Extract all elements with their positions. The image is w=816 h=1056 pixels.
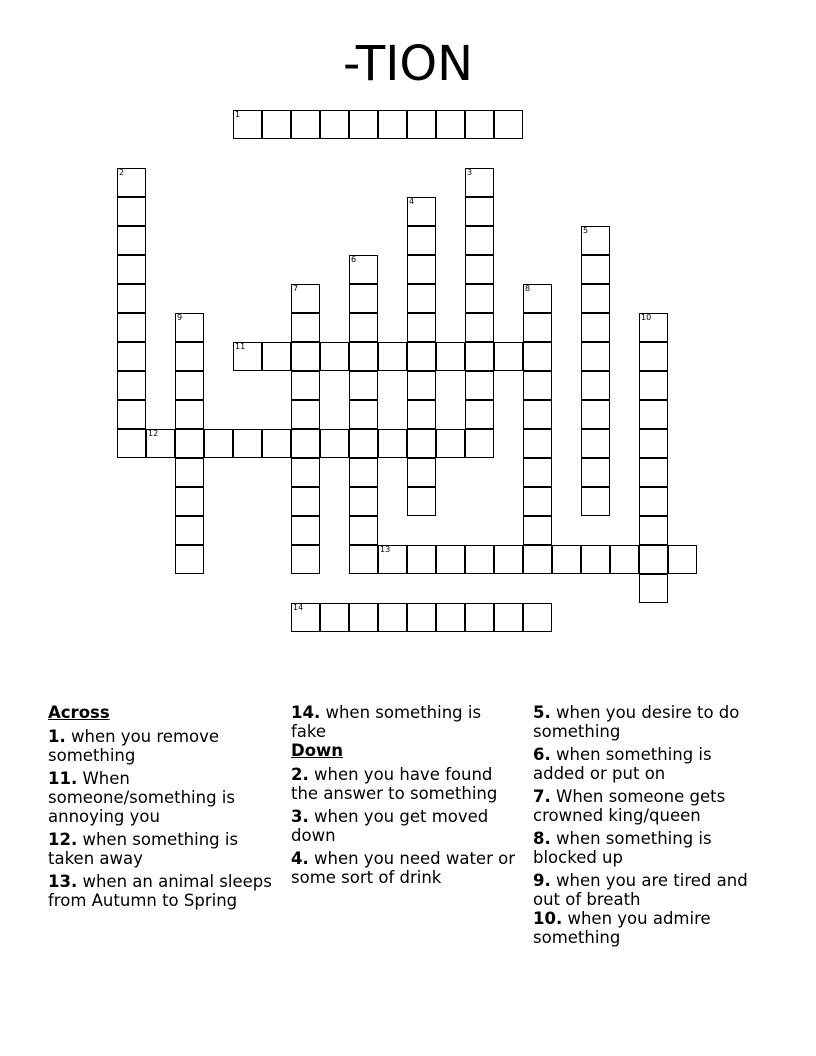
grid-cell[interactable] bbox=[175, 342, 204, 371]
grid-cell[interactable] bbox=[407, 255, 436, 284]
grid-cell[interactable] bbox=[349, 516, 378, 545]
grid-cell[interactable] bbox=[581, 255, 610, 284]
clue-text: when you get moved down bbox=[291, 807, 489, 845]
grid-cell[interactable] bbox=[291, 458, 320, 487]
cell-number: 12 bbox=[148, 429, 159, 438]
grid-cell[interactable] bbox=[581, 545, 610, 574]
grid-cell[interactable] bbox=[117, 226, 146, 255]
grid-cell[interactable] bbox=[639, 516, 668, 545]
cell-number: 5 bbox=[583, 226, 589, 235]
grid-cell[interactable] bbox=[581, 284, 610, 313]
clue-text: when something is taken away bbox=[48, 830, 239, 868]
clue-number: 4. bbox=[291, 849, 309, 868]
grid-cell[interactable] bbox=[523, 545, 552, 574]
grid-cell[interactable] bbox=[610, 545, 639, 574]
clue-across-12 bbox=[48, 830, 273, 868]
across-heading: Across bbox=[48, 703, 110, 722]
cell-number: 6 bbox=[351, 255, 357, 264]
clue-down-5 bbox=[533, 703, 758, 741]
grid-cell[interactable] bbox=[233, 429, 262, 458]
grid-cell[interactable] bbox=[175, 458, 204, 487]
grid-cell[interactable] bbox=[320, 429, 349, 458]
grid-cell[interactable] bbox=[175, 371, 204, 400]
clue-number: 3. bbox=[291, 807, 309, 826]
grid-cell[interactable] bbox=[349, 255, 378, 284]
clue-across-1 bbox=[48, 727, 273, 765]
cell-number: 13 bbox=[380, 545, 391, 554]
clue-down-8 bbox=[533, 829, 758, 867]
grid-cell[interactable] bbox=[523, 603, 552, 632]
grid-cell[interactable] bbox=[349, 110, 378, 139]
clue-text: when an animal sleeps from Autumn to Spring bbox=[48, 872, 272, 910]
grid-cell[interactable] bbox=[407, 487, 436, 516]
grid-cell[interactable] bbox=[349, 371, 378, 400]
cell-number: 9 bbox=[177, 313, 183, 322]
grid-cell[interactable] bbox=[639, 574, 668, 603]
grid-cell[interactable] bbox=[465, 284, 494, 313]
grid-cell[interactable] bbox=[523, 400, 552, 429]
clue-number: 8. bbox=[533, 829, 551, 848]
grid-cell[interactable] bbox=[117, 371, 146, 400]
grid-cell[interactable] bbox=[378, 545, 407, 574]
grid-cell[interactable] bbox=[175, 400, 204, 429]
grid-cell[interactable] bbox=[349, 545, 378, 574]
clue-text: When someone/something is annoying you bbox=[48, 769, 235, 826]
clue-text: when you desire to do something bbox=[533, 703, 740, 741]
grid-cell[interactable] bbox=[378, 603, 407, 632]
clue-down-9 bbox=[533, 871, 758, 909]
grid-cell[interactable] bbox=[407, 400, 436, 429]
grid-cell[interactable] bbox=[117, 313, 146, 342]
clue-number: 14. bbox=[291, 703, 321, 722]
grid-cell[interactable] bbox=[291, 545, 320, 574]
grid-cell[interactable] bbox=[291, 313, 320, 342]
grid-cell[interactable] bbox=[523, 371, 552, 400]
clue-down-3 bbox=[291, 807, 516, 845]
grid-cell[interactable] bbox=[436, 603, 465, 632]
grid-cell[interactable] bbox=[349, 458, 378, 487]
grid-cell[interactable] bbox=[117, 168, 146, 197]
grid-cell[interactable] bbox=[436, 429, 465, 458]
grid-cell[interactable] bbox=[465, 168, 494, 197]
grid-cell[interactable] bbox=[639, 487, 668, 516]
grid-cell[interactable] bbox=[291, 110, 320, 139]
grid-cell[interactable] bbox=[465, 197, 494, 226]
clue-column-2 bbox=[291, 703, 516, 891]
grid-cell[interactable] bbox=[523, 516, 552, 545]
grid-cell[interactable] bbox=[175, 516, 204, 545]
clue-number: 2. bbox=[291, 765, 309, 784]
clue-number: 10. bbox=[533, 909, 563, 928]
grid-cell[interactable] bbox=[639, 545, 668, 574]
clue-down-7 bbox=[533, 787, 758, 825]
grid-cell[interactable] bbox=[349, 342, 378, 371]
grid-cell[interactable] bbox=[465, 226, 494, 255]
grid-cell[interactable] bbox=[465, 313, 494, 342]
cell-number: 7 bbox=[293, 284, 299, 293]
grid-cell[interactable] bbox=[581, 371, 610, 400]
grid-cell[interactable] bbox=[407, 458, 436, 487]
clue-number: 1. bbox=[48, 727, 66, 746]
grid-cell[interactable] bbox=[494, 603, 523, 632]
grid-cell[interactable] bbox=[204, 429, 233, 458]
grid-cell[interactable] bbox=[581, 429, 610, 458]
grid-cell[interactable] bbox=[465, 603, 494, 632]
grid-cell[interactable] bbox=[494, 545, 523, 574]
grid-cell[interactable] bbox=[291, 400, 320, 429]
clue-down-4 bbox=[291, 849, 516, 887]
grid-cell[interactable] bbox=[407, 342, 436, 371]
clue-down-2 bbox=[291, 765, 516, 803]
grid-cell[interactable] bbox=[291, 342, 320, 371]
clue-number: 12. bbox=[48, 830, 78, 849]
grid-cell[interactable] bbox=[233, 110, 262, 139]
grid-cell[interactable] bbox=[523, 458, 552, 487]
cell-number: 14 bbox=[293, 603, 304, 612]
clue-text: when you are tired and out of breath bbox=[533, 871, 748, 909]
grid-cell[interactable] bbox=[407, 371, 436, 400]
grid-cell[interactable] bbox=[407, 429, 436, 458]
grid-cell[interactable] bbox=[465, 255, 494, 284]
grid-cell[interactable] bbox=[117, 429, 146, 458]
grid-cell[interactable] bbox=[494, 110, 523, 139]
grid-cell[interactable] bbox=[378, 110, 407, 139]
grid-cell[interactable] bbox=[407, 226, 436, 255]
grid-cell[interactable] bbox=[349, 400, 378, 429]
grid-cell[interactable] bbox=[262, 110, 291, 139]
grid-cell[interactable] bbox=[407, 603, 436, 632]
grid-cell[interactable] bbox=[436, 342, 465, 371]
grid-cell[interactable] bbox=[175, 487, 204, 516]
clue-across-14 bbox=[291, 703, 516, 741]
grid-cell[interactable] bbox=[378, 429, 407, 458]
grid-cell[interactable] bbox=[639, 313, 668, 342]
clue-text: when you have found the answer to something bbox=[291, 765, 498, 803]
grid-cell[interactable] bbox=[262, 342, 291, 371]
grid-cell[interactable] bbox=[291, 371, 320, 400]
grid-cell[interactable] bbox=[175, 429, 204, 458]
grid-cell[interactable] bbox=[639, 371, 668, 400]
grid-cell[interactable] bbox=[291, 516, 320, 545]
grid-cell[interactable] bbox=[117, 400, 146, 429]
grid-cell[interactable] bbox=[349, 284, 378, 313]
grid-cell[interactable] bbox=[117, 255, 146, 284]
grid-cell[interactable] bbox=[523, 487, 552, 516]
grid-cell[interactable] bbox=[465, 371, 494, 400]
clue-text: when something is fake bbox=[291, 703, 482, 741]
cell-number: 8 bbox=[525, 284, 531, 293]
clue-number: 6. bbox=[533, 745, 551, 764]
clue-number: 13. bbox=[48, 872, 78, 891]
grid-cell[interactable] bbox=[175, 313, 204, 342]
grid-cell[interactable] bbox=[233, 342, 262, 371]
grid-cell[interactable] bbox=[639, 429, 668, 458]
clue-across-11 bbox=[48, 769, 273, 826]
grid-cell[interactable] bbox=[581, 226, 610, 255]
grid-cell[interactable] bbox=[523, 342, 552, 371]
grid-cell[interactable] bbox=[523, 284, 552, 313]
grid-cell[interactable] bbox=[639, 458, 668, 487]
grid-cell[interactable] bbox=[378, 342, 407, 371]
grid-cell[interactable] bbox=[436, 545, 465, 574]
grid-cell[interactable] bbox=[291, 487, 320, 516]
grid-cell[interactable] bbox=[117, 284, 146, 313]
grid-cell[interactable] bbox=[523, 313, 552, 342]
grid-cell[interactable] bbox=[668, 545, 697, 574]
grid-cell[interactable] bbox=[407, 313, 436, 342]
cell-number: 1 bbox=[235, 110, 241, 119]
clue-text: when you remove something bbox=[48, 727, 220, 765]
grid-cell[interactable] bbox=[291, 603, 320, 632]
grid-cell[interactable] bbox=[581, 487, 610, 516]
grid-cell[interactable] bbox=[407, 284, 436, 313]
grid-cell[interactable] bbox=[465, 429, 494, 458]
grid-cell[interactable] bbox=[349, 429, 378, 458]
clue-text: when something is added or put on bbox=[533, 745, 712, 783]
clue-text: when you need water or some sort of drink bbox=[291, 849, 515, 887]
grid-cell[interactable] bbox=[639, 400, 668, 429]
grid-cell[interactable] bbox=[465, 110, 494, 139]
grid-cell[interactable] bbox=[639, 342, 668, 371]
grid-cell[interactable] bbox=[175, 545, 204, 574]
clue-number: 5. bbox=[533, 703, 551, 722]
clue-text: when something is blocked up bbox=[533, 829, 712, 867]
grid-cell[interactable] bbox=[117, 342, 146, 371]
grid-cell[interactable] bbox=[320, 603, 349, 632]
grid-cell[interactable] bbox=[320, 110, 349, 139]
grid-cell[interactable] bbox=[262, 429, 291, 458]
clue-text: when you admire something bbox=[533, 909, 711, 947]
grid-cell[interactable] bbox=[494, 342, 523, 371]
clue-column-1 bbox=[48, 703, 273, 914]
grid-cell[interactable] bbox=[146, 429, 175, 458]
grid-cell[interactable] bbox=[581, 313, 610, 342]
grid-cell[interactable] bbox=[523, 429, 552, 458]
grid-cell[interactable] bbox=[581, 342, 610, 371]
grid-cell[interactable] bbox=[349, 313, 378, 342]
clue-number: 11. bbox=[48, 769, 78, 788]
clue-across-13 bbox=[48, 872, 273, 910]
grid-cell[interactable] bbox=[552, 545, 581, 574]
grid-cell[interactable] bbox=[407, 197, 436, 226]
grid-cell[interactable] bbox=[465, 342, 494, 371]
grid-cell[interactable] bbox=[291, 284, 320, 313]
grid-cell[interactable] bbox=[465, 400, 494, 429]
grid-cell[interactable] bbox=[465, 545, 494, 574]
cell-number: 11 bbox=[235, 342, 246, 351]
clue-number: 7. bbox=[533, 787, 551, 806]
cell-number: 3 bbox=[467, 168, 473, 177]
clue-column-3 bbox=[533, 703, 758, 951]
grid-cell[interactable] bbox=[407, 545, 436, 574]
cell-number: 10 bbox=[641, 313, 652, 322]
grid-cell[interactable] bbox=[581, 458, 610, 487]
cell-number: 2 bbox=[119, 168, 125, 177]
grid-cell[interactable] bbox=[349, 603, 378, 632]
cell-number: 4 bbox=[409, 197, 415, 206]
puzzle-title: -TION bbox=[342, 36, 474, 92]
grid-cell[interactable] bbox=[291, 429, 320, 458]
grid-cell[interactable] bbox=[436, 110, 465, 139]
grid-cell[interactable] bbox=[349, 487, 378, 516]
clue-down-10 bbox=[533, 909, 758, 947]
grid-cell[interactable] bbox=[407, 110, 436, 139]
grid-cell[interactable] bbox=[581, 400, 610, 429]
down-heading: Down bbox=[291, 741, 344, 760]
clue-number: 9. bbox=[533, 871, 551, 890]
clue-text: When someone gets crowned king/queen bbox=[533, 787, 726, 825]
clue-down-6 bbox=[533, 745, 758, 783]
grid-cell[interactable] bbox=[117, 197, 146, 226]
grid-cell[interactable] bbox=[320, 342, 349, 371]
